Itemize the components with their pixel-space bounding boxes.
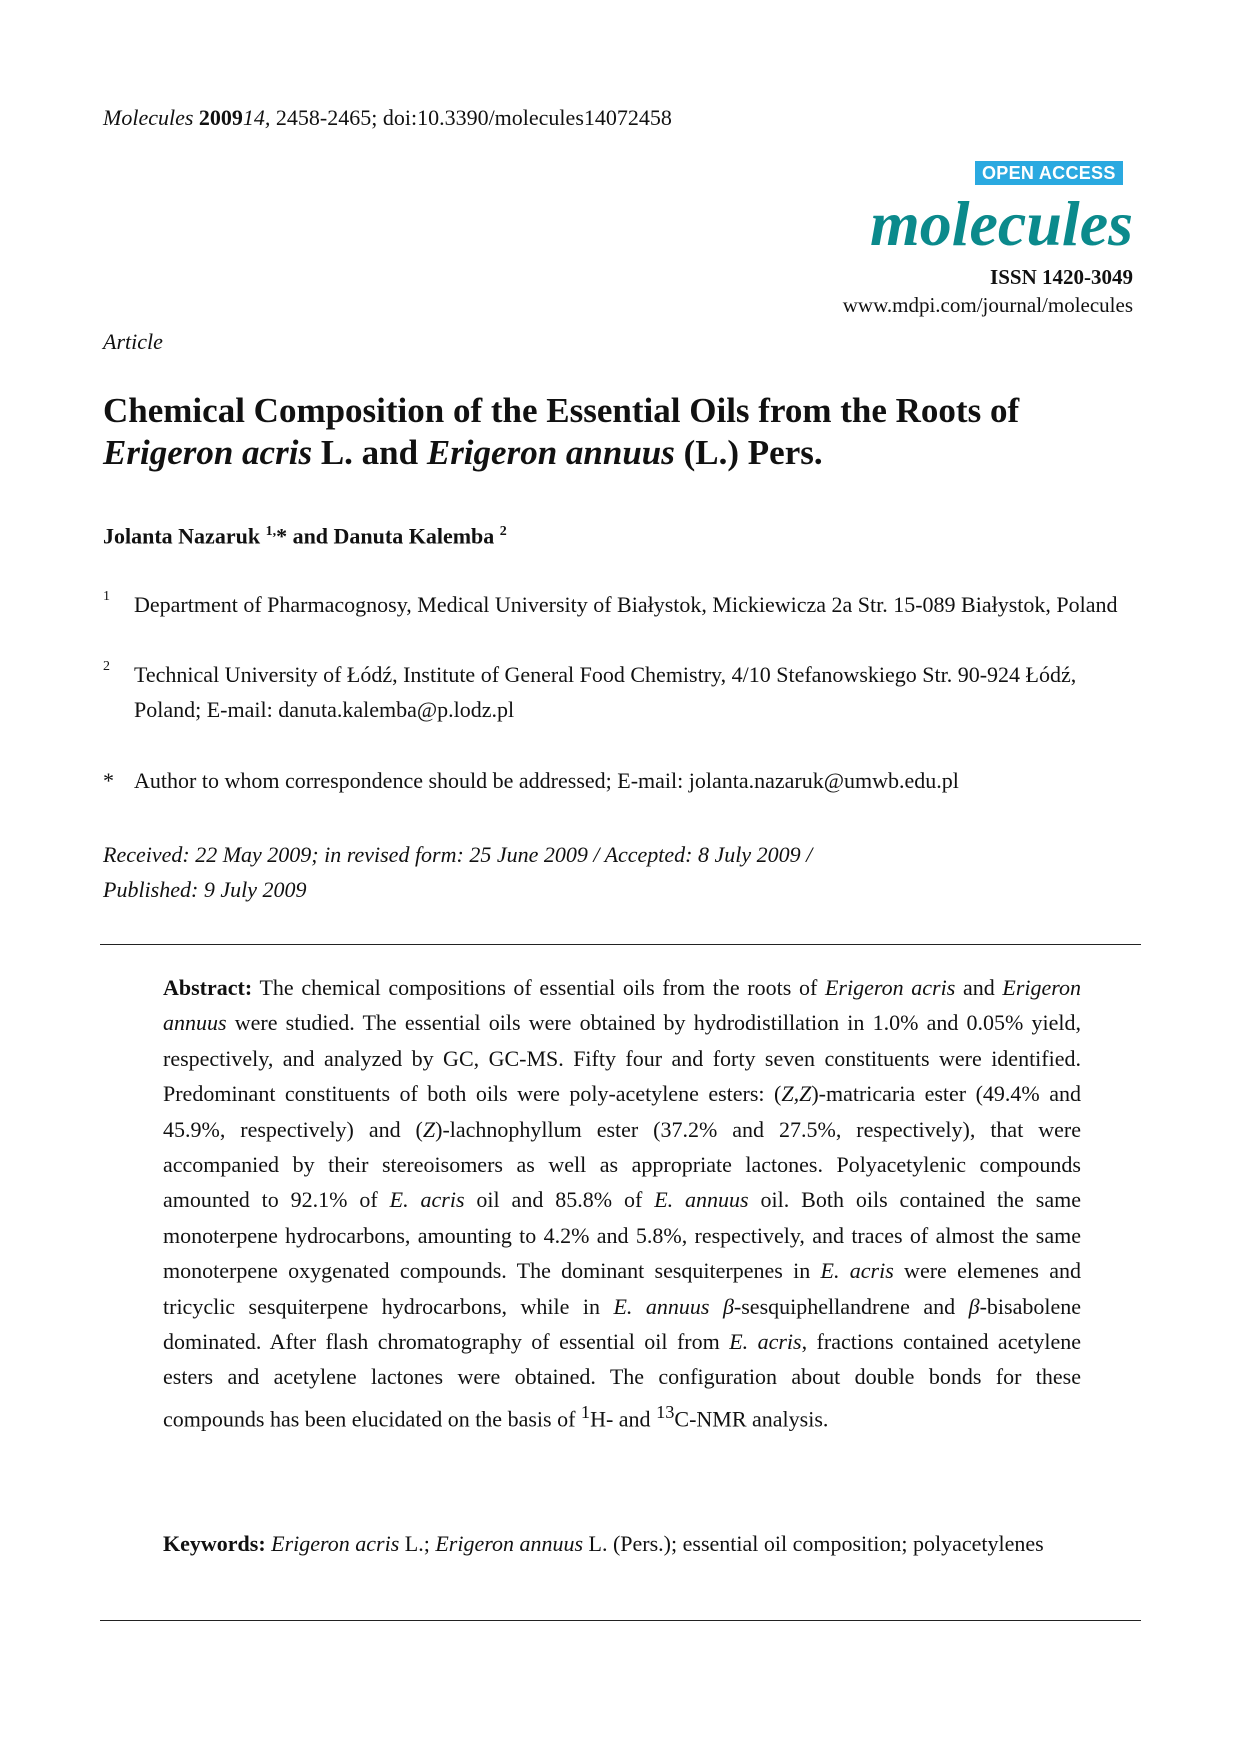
affiliation-1-text: Department of Pharmacognosy, Medical University of Białystok, Mickiewicza 2a Str. 15-089 Białystok, Poland <box>134 592 1118 617</box>
volume: 14, <box>242 105 271 130</box>
title-mid: L. and <box>312 433 427 472</box>
affiliation-1-num: 1 <box>103 589 110 604</box>
abstract-text: )-matricaria ester (49.4% and 45.9%, respectively) and ( <box>163 1081 1081 1142</box>
correspondence-text: Author to whom correspondence should be addressed; E-mail: jolanta.nazaruk@umwb.edu.pl <box>134 768 959 793</box>
paper-title <box>103 390 1143 474</box>
authors-and: and <box>287 523 334 549</box>
article-type: Article <box>103 329 163 354</box>
abstract-italic: Z,Z <box>781 1081 812 1107</box>
abstract-sup: 13 <box>656 1401 675 1422</box>
affiliation-2-num: 2 <box>103 659 110 674</box>
correspondence-star: * <box>103 768 114 793</box>
abstract-italic: Erigeron annuus <box>163 975 1081 1036</box>
abstract-text: were elemenes and tricyclic sesquiterpene hydrocarbons, while in <box>163 1258 1081 1319</box>
dates-line-2: Published: 9 July 2009 <box>103 877 307 902</box>
author-2-affil: 2 <box>499 524 507 539</box>
abstract-text: C-NMR analysis. <box>674 1406 829 1432</box>
abstract-text: oil and 85.8% of <box>464 1187 655 1213</box>
abstract-italic: E. annuus β <box>613 1293 734 1319</box>
pages-doi: 2458-2465; doi:10.3390/molecules14072458 <box>275 105 672 130</box>
abstract <box>163 970 1081 1437</box>
author-1-star: * <box>276 523 288 549</box>
abstract-text: -bisabolene dominated. After flash chromatography of essential oil from <box>163 1293 1081 1355</box>
publication-dates <box>103 837 812 907</box>
dates-line-1: Received: 22 May 2009; in revised form: 25 June 2009 / Accepted: 8 July 2009 / <box>103 842 813 867</box>
keyword-italic: Erigeron annuus <box>435 1531 584 1556</box>
title-line-1: Chemical Composition of the Essential Oils from the Roots of <box>103 391 1020 430</box>
bottom-divider <box>100 1620 1141 1621</box>
journal-name: Molecules <box>103 105 194 130</box>
journal-url[interactable]: www.mdpi.com/journal/molecules <box>842 293 1133 317</box>
keyword-italic: Erigeron acris <box>271 1531 400 1556</box>
abstract-italic: E. acris <box>389 1187 465 1213</box>
abstract-italic: E. acris <box>729 1329 802 1355</box>
abstract-text: H- and <box>590 1406 657 1432</box>
abstract-italic: Erigeron acris <box>824 975 956 1000</box>
affiliation-1 <box>103 587 1143 622</box>
year: 2009 <box>198 105 243 130</box>
journal-logo: molecules <box>869 188 1133 259</box>
abstract-text: -sesquiphellandrene and <box>733 1293 969 1319</box>
abstract-text: )-lachnophyllum ester (37.2% and 27.5%, respectively), that were accompanied by their stereoisomers as well as appropriate lactones. Polyacetylenic compounds amounted to 92.1% of <box>163 1116 1081 1213</box>
issn: ISSN 1420-3049 <box>990 265 1133 289</box>
abstract-text: The chemical compositions of essential oils from the roots of <box>252 975 825 1000</box>
keywords <box>163 1526 1081 1561</box>
keyword-text: L. (Pers.); essential oil composition; polyacetylenes <box>583 1531 1044 1556</box>
abstract-italic: Z <box>422 1116 436 1142</box>
authors <box>103 518 507 550</box>
abstract-italic: E. annuus <box>654 1187 749 1213</box>
affiliation-2 <box>103 657 1143 727</box>
author-1: Jolanta Nazaruk <box>103 523 261 549</box>
title-species-2: Erigeron annuus <box>426 433 675 472</box>
author-1-affil: 1, <box>265 524 277 539</box>
abstract-italic: E. acris <box>820 1258 894 1284</box>
top-divider <box>100 944 1141 945</box>
abstract-text: were studied. The essential oils were obtained by hydrodistillation in 1.0% and 0.05% yield, respectively, and analyzed by GC, GC-MS. Fifty four and forty seven constituents were identified. Predominant constituents of both oils were poly-acetylene esters: ( <box>163 1010 1081 1107</box>
citation-line <box>103 104 672 132</box>
keyword-text: L.; <box>399 1531 436 1556</box>
open-access-badge: OPEN ACCESS <box>975 161 1123 185</box>
abstract-text: oil. Both oils contained the same monoterpene hydrocarbons, amounting to 4.2% and 5.8%, respectively, and traces of almost the same monoterpene oxygenated compounds. The dominant sesquiterpenes in <box>163 1187 1081 1284</box>
abstract-text: , fractions contained acetylene esters and acetylene lactones were obtained. The configuration about double bonds for these compounds has been elucidated on the basis of <box>163 1329 1081 1432</box>
correspondence <box>103 767 959 795</box>
keywords-label: Keywords: <box>163 1531 266 1556</box>
title-end: (L.) Pers. <box>674 433 823 472</box>
title-species-1: Erigeron acris <box>103 433 313 472</box>
affiliation-2-text: Technical University of Łódź, Institute of General Food Chemistry, 4/10 Stefanowskiego Str. 90-924 Łódź, Poland; E-mail: danuta.kalemba@p.lodz.pl <box>134 662 1077 722</box>
author-2: Danuta Kalemba <box>333 523 495 549</box>
abstract-italic: β <box>968 1293 980 1319</box>
abstract-text: and <box>955 975 1003 1000</box>
abstract-sup: 1 <box>580 1401 591 1422</box>
abstract-label: Abstract: <box>163 975 253 1000</box>
